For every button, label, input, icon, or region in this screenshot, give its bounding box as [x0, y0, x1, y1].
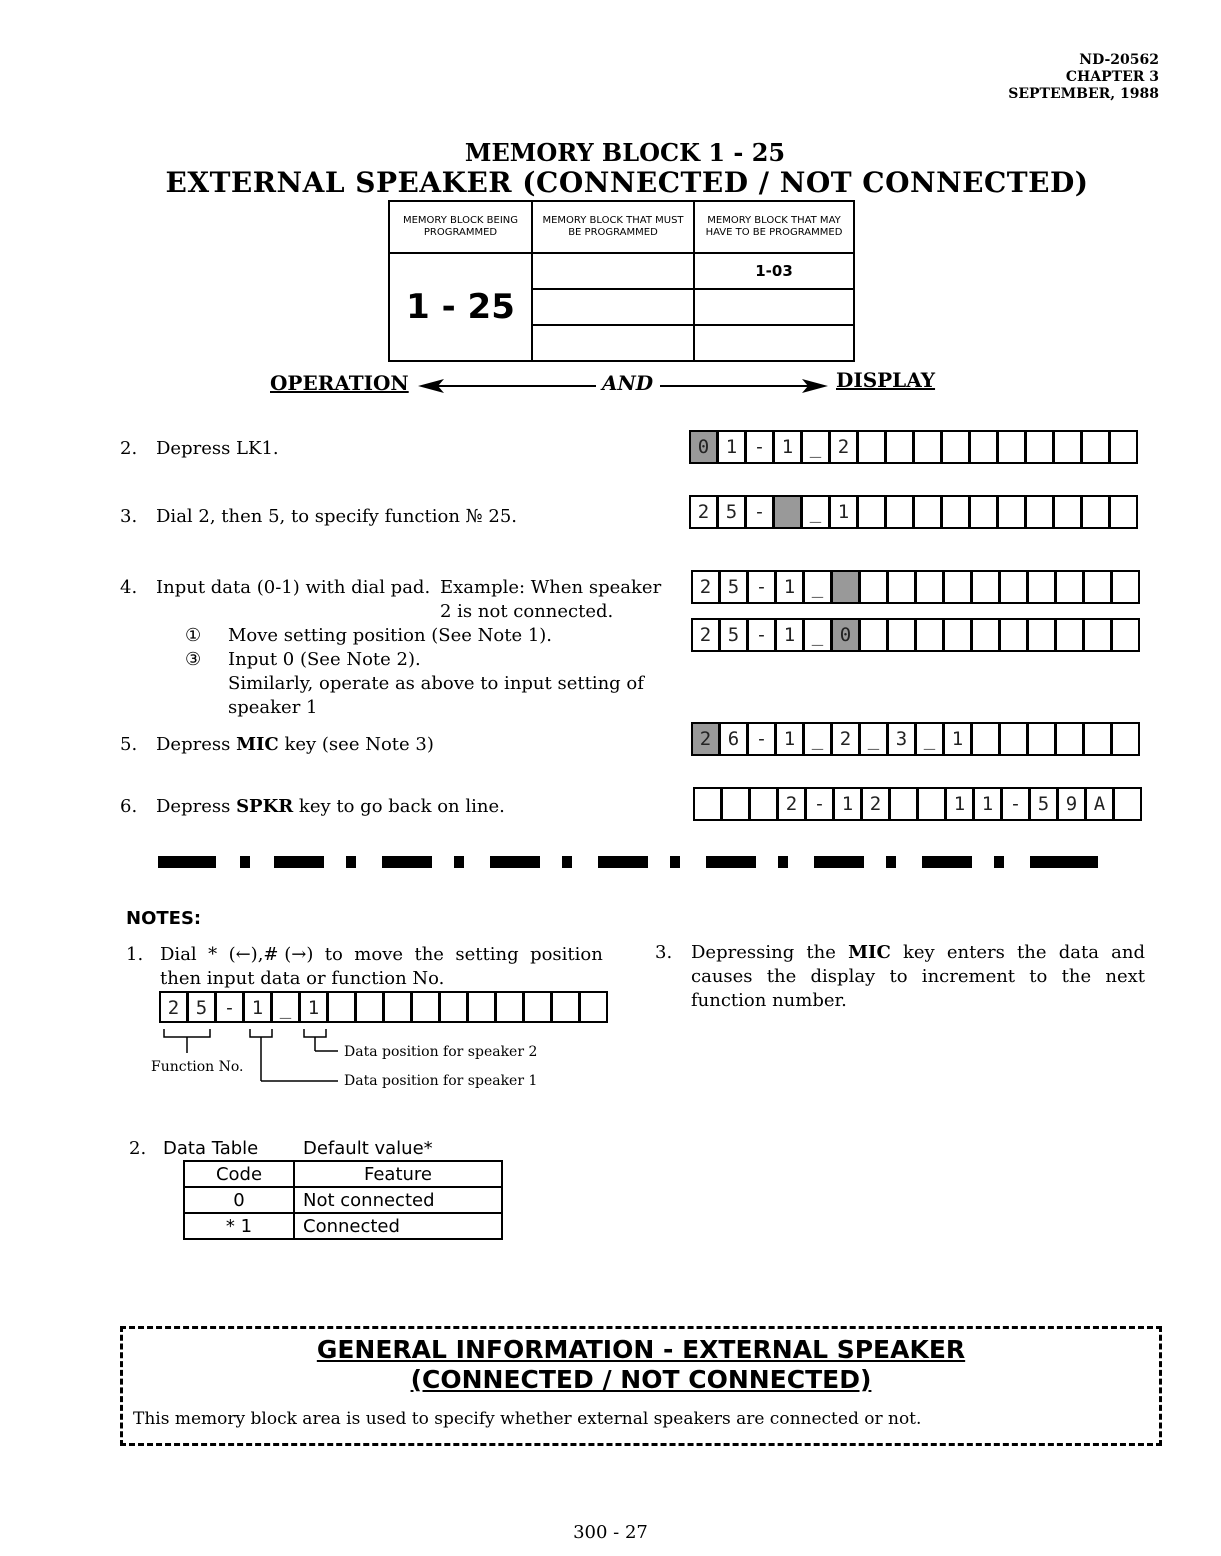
step-6: 6. Depress SPKR key to go back on line.	[120, 796, 505, 817]
display-cell	[1057, 620, 1085, 650]
note-3: Depressing the MIC key enters the data and causes the display to increment to the next function number.	[691, 942, 1145, 1011]
display-cell: 0	[833, 620, 861, 650]
display-cell: -	[747, 432, 775, 462]
note-2-number: 2.	[129, 1138, 147, 1159]
display-cell	[1115, 789, 1140, 819]
memory-block-table	[388, 200, 855, 362]
display-cell: 1	[777, 724, 805, 754]
display-cell	[971, 497, 999, 527]
display-step-4b	[691, 618, 1140, 652]
note-1-bracket-diagram	[150, 1025, 370, 1085]
table-row: 0 Not connected	[184, 1187, 502, 1213]
feature-header: Feature	[294, 1161, 502, 1187]
display-cell: 5	[189, 993, 217, 1023]
display-step-6	[693, 787, 1142, 821]
display-step-3	[689, 495, 1138, 529]
display-cell	[1057, 724, 1085, 754]
note-3-number: 3.	[655, 942, 673, 963]
general-info-title: GENERAL INFORMATION - EXTERNAL SPEAKER	[316, 1335, 966, 1364]
display-cell: 2	[691, 497, 719, 527]
display-cell	[833, 572, 861, 602]
general-information-box	[120, 1326, 1162, 1446]
display-cell	[1113, 724, 1138, 754]
display-cell	[945, 620, 973, 650]
display-cell: 1	[301, 993, 329, 1023]
step-4-example-2: 2 is not connected.	[440, 601, 614, 622]
step-4-sub1: Move setting position (See Note 1).	[228, 625, 553, 646]
document-header	[1008, 52, 1159, 103]
default-value-label: Default value*	[303, 1138, 433, 1159]
display-cell: A	[1087, 789, 1115, 819]
display-cell: 1	[719, 432, 747, 462]
display-cell	[999, 497, 1027, 527]
display-cell	[999, 432, 1027, 462]
display-cell: 2	[833, 724, 861, 754]
display-cell	[889, 572, 917, 602]
display-cell	[413, 993, 441, 1023]
display-cell	[1029, 620, 1057, 650]
step-2: 2. Depress LK1.	[120, 438, 279, 459]
display-cell	[1057, 572, 1085, 602]
display-cell	[943, 432, 971, 462]
display-cell	[695, 789, 723, 819]
display-cell: 1	[945, 724, 973, 754]
display-cell: 5	[721, 620, 749, 650]
display-cell: 0	[691, 432, 719, 462]
display-cell: -	[749, 620, 777, 650]
step-3: 3. Dial 2, then 5, to specify function № 25.	[120, 506, 518, 527]
note-2-label: Data Table	[163, 1138, 259, 1159]
and-label: AND	[602, 371, 654, 395]
display-cell	[943, 497, 971, 527]
col-being-programmed: MEMORY BLOCK BEING PROGRAMMED	[389, 201, 532, 253]
right-arrow	[660, 376, 830, 396]
display-cell: 2	[693, 572, 721, 602]
display-cell: _	[803, 497, 831, 527]
display-cell	[917, 620, 945, 650]
display-cell	[1083, 432, 1111, 462]
display-cell: _	[273, 993, 301, 1023]
display-cell: -	[807, 789, 835, 819]
display-cell: 1	[245, 993, 273, 1023]
display-cell	[973, 724, 1001, 754]
doc-id: ND-20562	[1079, 52, 1159, 68]
display-cell	[1001, 572, 1029, 602]
col-must-be-programmed: MEMORY BLOCK THAT MUST BE PROGRAMMED	[532, 201, 694, 253]
display-cell	[917, 572, 945, 602]
display-cell	[971, 432, 999, 462]
code-header: Code	[184, 1161, 294, 1187]
page-number: 300 - 27	[573, 1522, 648, 1543]
display-cell: 2	[779, 789, 807, 819]
page-subtitle: EXTERNAL SPEAKER (CONNECTED / NOT CONNECTED)	[165, 166, 1089, 199]
display-cell	[581, 993, 606, 1023]
display-cell: 9	[1059, 789, 1087, 819]
display-cell	[1113, 572, 1138, 602]
display-cell	[1085, 724, 1113, 754]
display-cell	[329, 993, 357, 1023]
display-cell	[1029, 724, 1057, 754]
display-cell	[859, 497, 887, 527]
display-cell: 2	[161, 993, 189, 1023]
display-cell: -	[217, 993, 245, 1023]
note-1-line2: then input data or function No.	[160, 968, 445, 989]
display-cell	[973, 620, 1001, 650]
display-cell: 1	[975, 789, 1003, 819]
step-4-sub2: Input 0 (See Note 2).	[228, 649, 421, 670]
speaker-2-position-label: Data position for speaker 2	[344, 1044, 538, 1060]
display-cell: _	[805, 724, 833, 754]
display-step-4a	[691, 570, 1140, 604]
note-1-number: 1.	[126, 944, 144, 965]
page-title: MEMORY BLOCK 1 - 25	[464, 138, 786, 167]
step-5: 5. Depress MIC key (see Note 3)	[120, 734, 434, 755]
display-cell: 5	[721, 572, 749, 602]
display-cell: _	[805, 620, 833, 650]
display-cell: _	[917, 724, 945, 754]
display-cell	[1001, 620, 1029, 650]
display-cell	[1111, 497, 1136, 527]
display-cell	[889, 620, 917, 650]
display-cell: -	[747, 497, 775, 527]
display-label: DISPLAY	[836, 368, 936, 392]
display-cell	[357, 993, 385, 1023]
display-cell: 5	[719, 497, 747, 527]
date: SEPTEMBER, 1988	[1008, 86, 1159, 102]
display-step-5	[691, 722, 1140, 756]
display-cell	[1027, 497, 1055, 527]
speaker-1-position-label: Data position for speaker 1	[344, 1073, 538, 1089]
display-cell	[945, 572, 973, 602]
general-info-text: This memory block area is used to specify whether external speakers are connected or not.	[133, 1409, 922, 1429]
data-table	[183, 1160, 503, 1240]
display-cell	[1029, 572, 1057, 602]
display-cell: _	[805, 572, 833, 602]
display-cell: 1	[831, 497, 859, 527]
display-cell: -	[749, 724, 777, 754]
display-cell: _	[803, 432, 831, 462]
display-cell: 1	[777, 572, 805, 602]
block-number: 1 - 25	[389, 253, 532, 361]
display-cell	[775, 497, 803, 527]
step-4-sub4: speaker 1	[228, 697, 318, 718]
display-cell	[1113, 620, 1138, 650]
note-1-line1: Dial * (←),# (→) to move the setting position	[160, 944, 603, 965]
display-cell	[1055, 497, 1083, 527]
display-cell: 2	[831, 432, 859, 462]
chapter: CHAPTER 3	[1065, 69, 1159, 85]
display-cell	[751, 789, 779, 819]
display-cell: 5	[1031, 789, 1059, 819]
display-cell	[887, 497, 915, 527]
display-cell: _	[861, 724, 889, 754]
notes-heading: NOTES:	[126, 908, 202, 929]
display-cell	[469, 993, 497, 1023]
table-row: * 1 Connected	[184, 1213, 502, 1239]
display-cell	[887, 432, 915, 462]
display-cell	[1085, 620, 1113, 650]
display-cell	[1027, 432, 1055, 462]
step-4: 4. Input data (0-1) with dial pad.	[120, 577, 431, 598]
display-cell	[723, 789, 751, 819]
display-cell: 1	[947, 789, 975, 819]
step-4-example: Example: When speaker	[440, 577, 662, 598]
display-cell	[1001, 724, 1029, 754]
display-cell: 1	[835, 789, 863, 819]
display-cell	[861, 620, 889, 650]
step-4-sub3: Similarly, operate as above to input setting of	[228, 673, 644, 694]
display-cell: 1	[777, 620, 805, 650]
display-cell	[385, 993, 413, 1023]
display-cell	[1085, 572, 1113, 602]
function-no-label: Function No.	[151, 1059, 244, 1075]
display-cell	[525, 993, 553, 1023]
display-cell: 2	[863, 789, 891, 819]
display-cell	[891, 789, 919, 819]
step-4-sub1-mark: ①	[185, 625, 202, 646]
display-cell	[861, 572, 889, 602]
display-cell	[1083, 497, 1111, 527]
display-cell	[919, 789, 947, 819]
left-arrow	[418, 376, 598, 396]
display-cell	[497, 993, 525, 1023]
display-cell	[915, 432, 943, 462]
display-cell	[553, 993, 581, 1023]
display-cell: 2	[693, 620, 721, 650]
col-may-have-to-be-programmed: MEMORY BLOCK THAT MAY HAVE TO BE PROGRAMMED	[694, 201, 854, 253]
display-cell: 2	[693, 724, 721, 754]
display-cell: 1	[775, 432, 803, 462]
may-have-block: 1-03	[694, 253, 854, 289]
display-cell	[1055, 432, 1083, 462]
operation-label: OPERATION	[270, 371, 409, 395]
display-step-2	[689, 430, 1138, 464]
step-4-sub2-mark: ③	[185, 649, 202, 670]
display-cell: -	[749, 572, 777, 602]
display-cell: 6	[721, 724, 749, 754]
display-cell	[973, 572, 1001, 602]
display-note-1	[159, 991, 608, 1023]
display-cell: 3	[889, 724, 917, 754]
display-cell	[441, 993, 469, 1023]
display-cell: -	[1003, 789, 1031, 819]
display-cell	[915, 497, 943, 527]
display-cell	[859, 432, 887, 462]
display-cell	[1111, 432, 1136, 462]
general-info-subtitle: (CONNECTED / NOT CONNECTED)	[410, 1365, 872, 1394]
